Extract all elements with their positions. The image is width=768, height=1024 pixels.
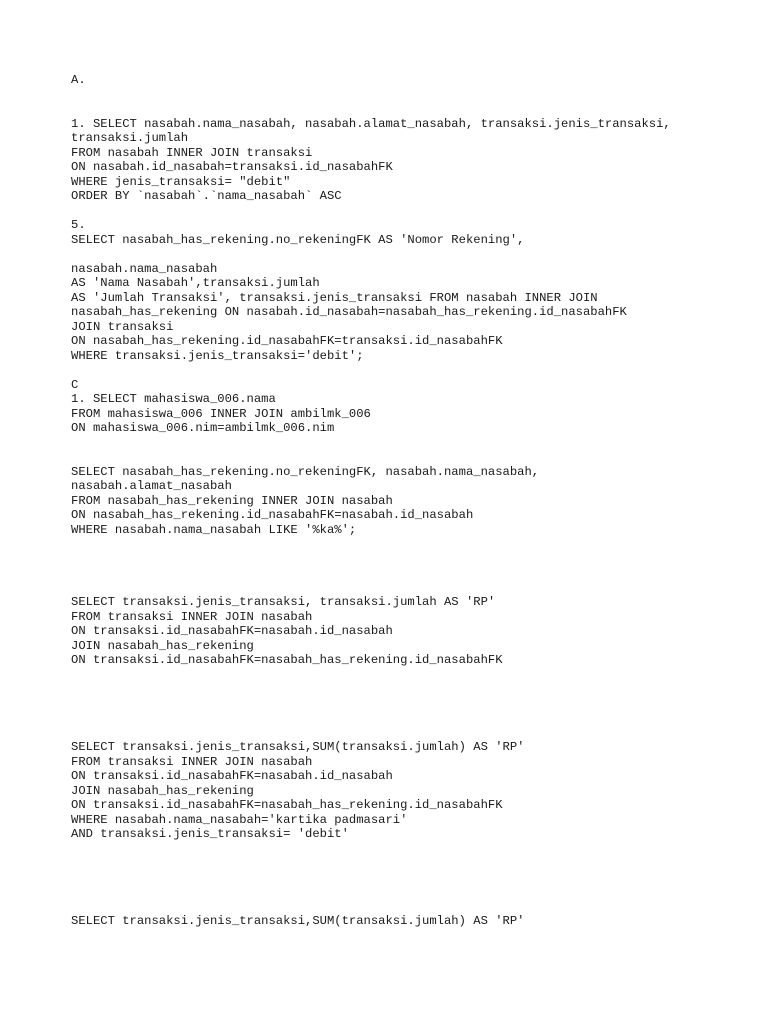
text-line: FROM transaksi INNER JOIN nasabah [71,609,313,624]
text-line: JOIN nasabah_has_rekening [71,783,254,798]
text-line [71,682,751,697]
text-line: A. [71,73,86,87]
text-line: SELECT transaksi.jenis_transaksi,SUM(transaksi.jumlah) AS 'RP' [71,740,525,754]
text-line: ON transaksi.id_nasabahFK=nasabah_has_rekening.id_nasabahFK [71,798,503,812]
text-line: FROM mahasiswa_006 INNER JOIN ambilmk_006 [71,406,371,421]
text-line [71,885,751,900]
text-line: SELECT transaksi.jenis_transaksi, transaksi.jumlah AS 'RP' [71,595,496,609]
text-line: SELECT nasabah_has_rekening.no_rekeningFK AS 'Nomor Rekening', [71,232,525,247]
text-line: AS 'Nama Nasabah',transaksi.jumlah [71,276,320,290]
text-line: ON mahasiswa_006.nim=ambilmk_006.nim [71,421,335,435]
text-line: ON nasabah_has_rekening.id_nasabahFK=transaksi.id_nasabahFK [71,334,503,348]
text-line: FROM nasabah INNER JOIN transaksi [71,145,313,160]
text-line [71,871,751,886]
text-line [71,436,751,451]
text-line: WHERE nasabah.nama_nasabah='kartika padmasari' [71,812,408,827]
text-line: ON transaksi.id_nasabahFK=nasabah.id_nasabah [71,624,393,638]
text-line [71,711,751,726]
text-line [71,102,751,117]
text-line: ORDER BY `nasabah`.`nama_nasabah` ASC [71,189,342,203]
text-line: nasabah_has_rekening ON nasabah.id_nasabah=nasabah_has_rekening.id_nasabahFK [71,305,627,319]
text-line [71,856,751,871]
text-line: JOIN transaksi [71,319,174,334]
text-line: SELECT transaksi.jenis_transaksi,SUM(transaksi.jumlah) AS 'RP' [71,914,525,928]
text-line: WHERE jenis_transaksi= "debit" [71,174,291,189]
text-line: AND transaksi.jenis_transaksi= 'debit' [71,827,349,841]
text-line: nasabah.nama_nasabah [71,261,218,276]
text-line: ON transaksi.id_nasabahFK=nasabah_has_rekening.id_nasabahFK [71,653,503,667]
text-line [71,697,751,712]
text-line: 1. SELECT mahasiswa_006.nama [71,392,276,406]
text-line: ON nasabah_has_rekening.id_nasabahFK=nasabah.id_nasabah [71,508,474,522]
text-line: nasabah.alamat_nasabah [71,479,232,493]
text-line [71,842,751,857]
text-line [71,88,751,103]
text-line: AS 'Jumlah Transaksi', transaksi.jenis_transaksi FROM nasabah INNER JOIN [71,290,598,305]
text-line: ON transaksi.id_nasabahFK=nasabah.id_nasabah [71,769,393,783]
text-line: JOIN nasabah_has_rekening [71,638,254,653]
text-line: 1. SELECT nasabah.nama_nasabah, nasabah.alamat_nasabah, transaksi.jenis_transaksi, [71,116,671,131]
text-line [71,726,751,741]
text-line: FROM transaksi INNER JOIN nasabah [71,754,313,769]
text-line: FROM nasabah_has_rekening INNER JOIN nasabah [71,493,393,508]
text-line [71,537,751,552]
text-line: WHERE transaksi.jenis_transaksi='debit'; [71,348,364,363]
text-line: ON nasabah.id_nasabah=transaksi.id_nasabahFK [71,160,393,174]
text-line [71,900,751,915]
text-line [71,566,751,581]
text-line [71,581,751,596]
text-line: WHERE nasabah.nama_nasabah LIKE '%ka%'; [71,522,357,537]
text-line: C [71,377,79,392]
text-line [71,204,751,219]
text-line: 5. [71,218,86,232]
text-line: SELECT nasabah_has_rekening.no_rekeningFK, nasabah.nama_nasabah, [71,464,540,479]
text-line: transaksi.jumlah [71,131,189,145]
text-line [71,552,751,567]
text-line [71,668,751,683]
document-body [71,73,751,929]
text-line [71,363,751,378]
text-line [71,247,751,262]
text-line [71,450,751,465]
